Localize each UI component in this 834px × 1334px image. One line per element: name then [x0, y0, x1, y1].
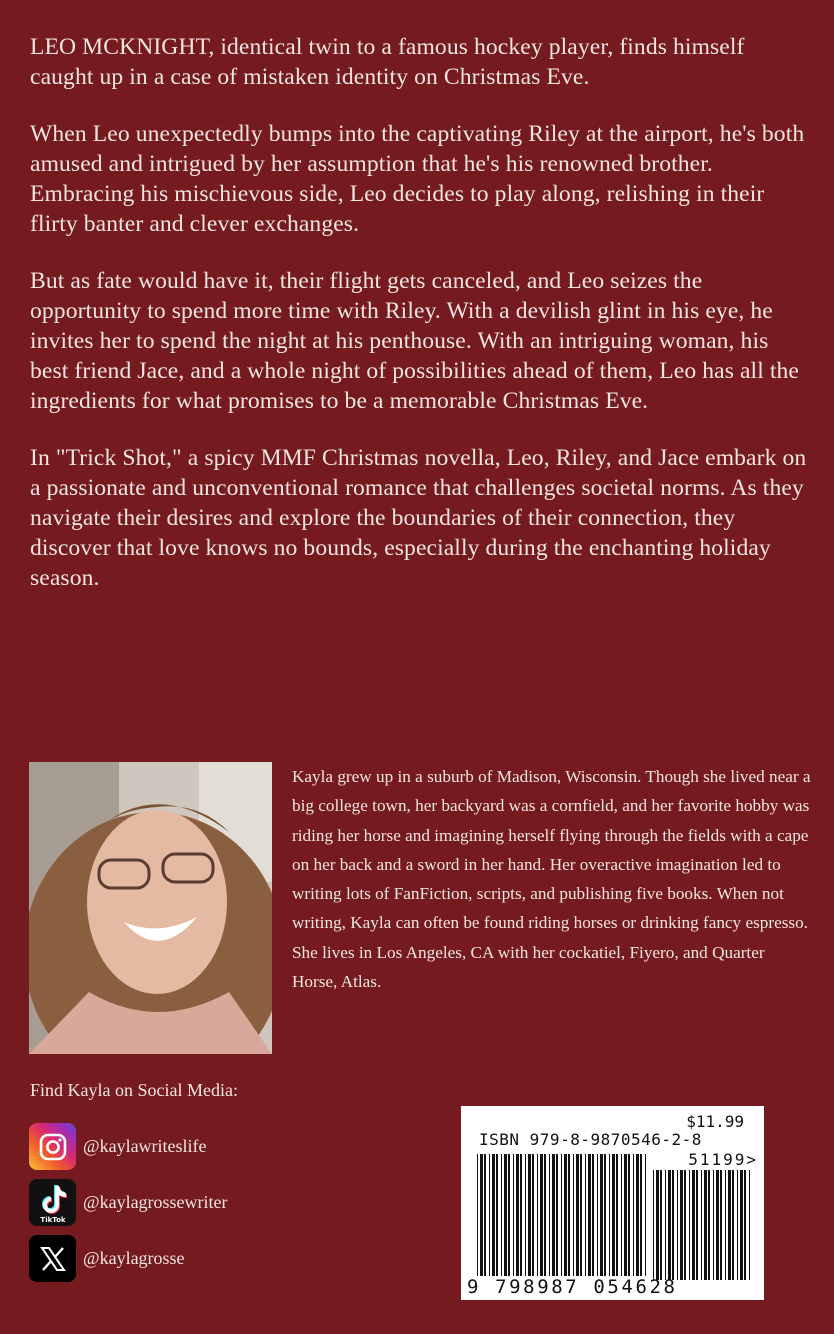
social-tiktok[interactable]: [29, 1179, 228, 1226]
barcode-bars: [477, 1154, 649, 1276]
instagram-icon[interactable]: [29, 1123, 76, 1170]
blurb-paragraph: In "Trick Shot," a spicy MMF Christmas novella, Leo, Riley, and Jace embark on a passionate and unconventional romance that challenges societal norms. As they navigate their desires and explore the boundaries of their connection, they discover that love knows no bounds, especially during the enchanting holiday season.: [30, 445, 807, 591]
blurb-paragraph: But as fate would have it, their flight gets canceled, and Leo seizes the opportunity to spend more time with Riley. With a devilish glint in his eye, he invites her to spend the night at his penthouse. With an intriguing woman, his best friend Jace, and a whole night of possibilities ahead of them, Leo has all the ingredients for what promises to be a memorable Christmas Eve.: [30, 268, 799, 414]
isbn-barcode: [461, 1106, 764, 1300]
tiktok-icon[interactable]: [29, 1179, 76, 1226]
social-x[interactable]: [29, 1235, 185, 1282]
social-heading: Find Kayla on Social Media:: [30, 1080, 238, 1100]
tiktok-icon-label: TikTok: [39, 1215, 66, 1224]
x-handle[interactable]: @kaylagrosse: [83, 1248, 185, 1268]
price-label: $11.99: [686, 1112, 744, 1131]
blurb-paragraph: LEO MCKNIGHT, identical twin to a famous hockey player, finds himself caught up in a case of mistaken identity on Christmas Eve.: [30, 34, 745, 90]
tiktok-handle[interactable]: @kaylagrossewriter: [83, 1192, 228, 1212]
x-icon[interactable]: [29, 1235, 76, 1282]
price-addon-code: 51199>: [688, 1150, 758, 1169]
instagram-handle[interactable]: @kaylawriteslife: [83, 1136, 207, 1156]
author-bio: Kayla grew up in a suburb of Madison, Wisconsin. Though she lived near a big college town, her backyard was a cornfield, and her favorite hobby was riding her horse and imagining herself flying through the fields with a cape on her back and a sword in her hand. Her overactive imagination led to writing lots of FanFiction, scripts, and publishing five books. When not writing, Kayla can often be found riding horses or drinking fancy espresso. She lives in Los Angeles, CA with her cockatiel, Fiyero, and Quarter Horse, Atlas.: [292, 767, 811, 992]
book-blurb: [30, 32, 810, 620]
barcode-digits: 9 798987 054628: [467, 1276, 678, 1298]
author-photo: [29, 762, 272, 1054]
barcode-addon-bars: [653, 1170, 753, 1280]
social-instagram[interactable]: [29, 1123, 207, 1170]
isbn-label: ISBN 979-8-9870546-2-8: [479, 1130, 702, 1149]
blurb-paragraph: When Leo unexpectedly bumps into the captivating Riley at the airport, he's both amused and intrigued by her assumption that he's his renowned brother. Embracing his mischievous side, Leo decides to play along, relishing in their flirty banter and clever exchanges.: [30, 121, 805, 237]
